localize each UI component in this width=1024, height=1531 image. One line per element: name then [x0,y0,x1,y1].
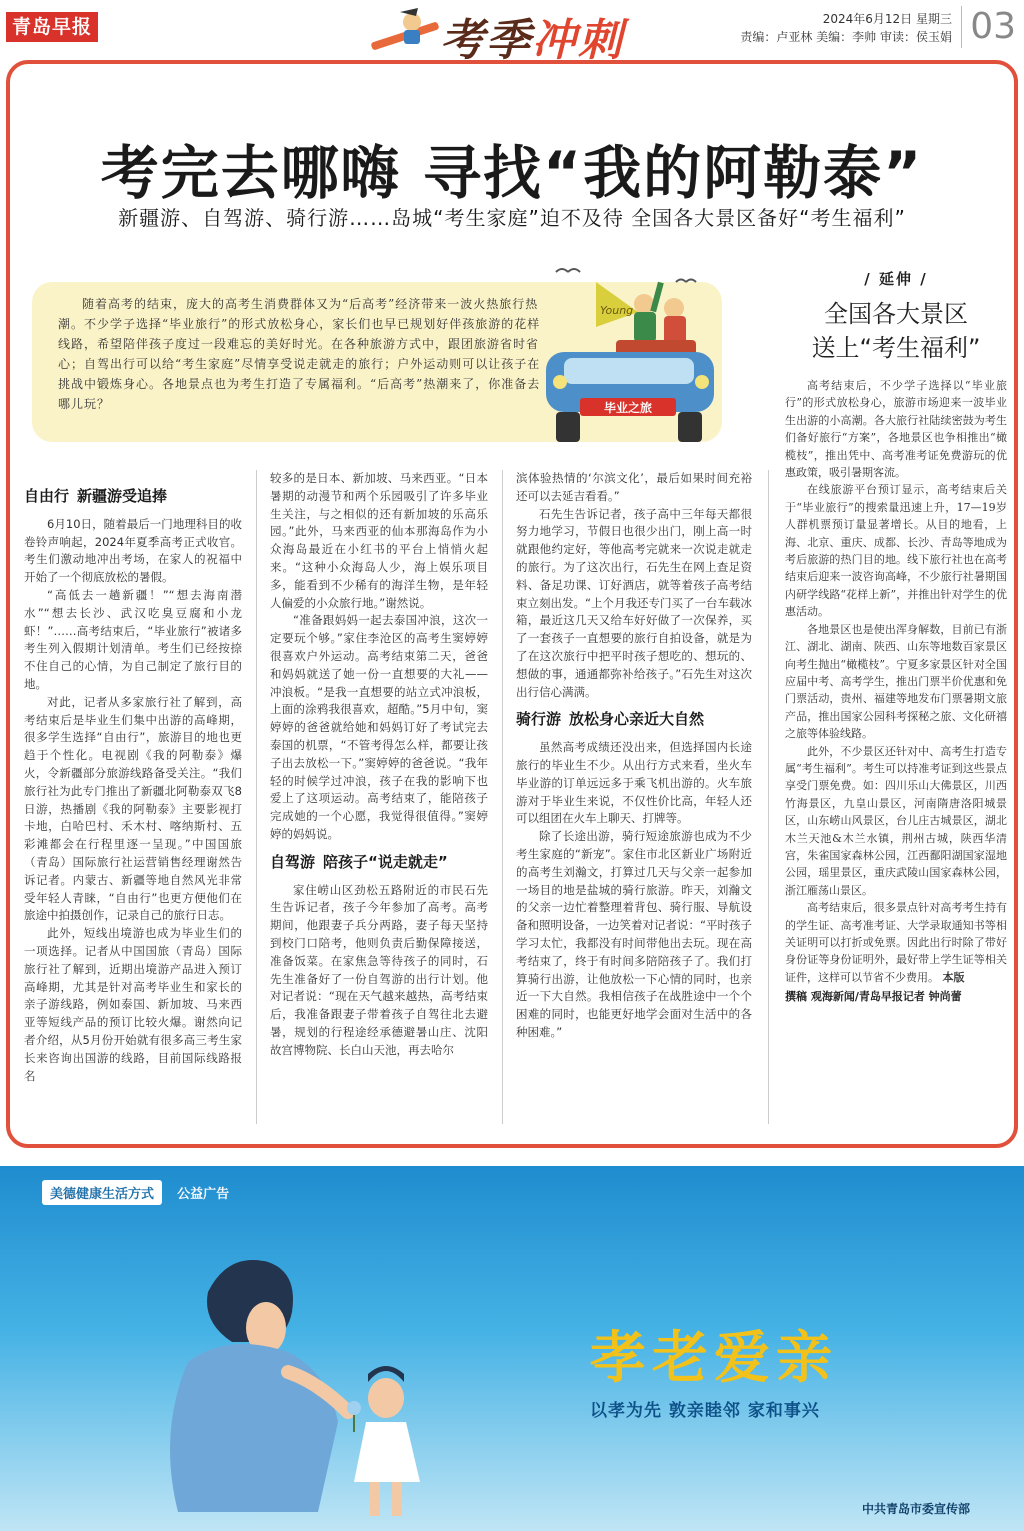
ad-tag-type: 公益广告 [177,1187,230,1202]
body-paragraph: 家住崂山区劲松五路附近的市民石先生告诉记者，孩子今年参加了高考。高考期间，他跟妻子兵分两路，妻子每天坚持到校门口陪考，他则负责后勤保障接送，准备饭菜。在家焦急等待孩子的同时，石先生准备好了一份自驾游的出行计划。他对记者说：“现在天气越来越热，高考结束后，我准备跟妻子带着孩子自驾往北去避暑，规划的行程途经承德避暑山庄、沈阳故宫博物院、长白山天池，再去哈尔 [270,882,488,1057]
ad-title: 孝老爱亲 [590,1326,838,1391]
headline: 考完去哪嗨 寻找“我的阿勒泰” [100,139,924,207]
sidebar-paragraph: 各地景区也是使出浑身解数，目前已有浙江、湖北、湖南、陕西、山东等地数百家景区向考生抛出“橄榄枝”。宁夏多家景区针对全国应届中考、高考学生，推出门票半价优惠和免门票活动，贵州、福建等地发布门票暑期文旅产品，推出国家公园科考探秘之旅、文化研禧之旅等体验线路。 [785,622,1007,741]
byline: 撰稿 观海新闻/青岛早报记者 钟尚蕾 [785,990,962,1004]
sidebar-paragraph: 高考结束后，不少学子选择以“毕业旅行”的形式放松身心，旅游市场迎来一波毕业生出游的小高潮。各大旅行社陆续密鼓为考生们备好旅行“方案”，各地景区也争相推出“橄榄枝”，推出凭中、高考准考证免费游玩的优惠政策，吸引暑期客流。 [785,379,1007,480]
body-paragraph: 较多的是日本、新加坡、马来西亚。“日本暑期的动漫节和两个乐园吸引了许多毕业生关注，与之相似的还有新加坡的乐高乐园。”此外，马来西亚的仙本那海岛作为小众海岛最近在小红书的平台上悄悄火起来。“这种小众海岛人少，海上娱乐项目多，能看到不少稀有的海洋生物，是年轻人偏爱的小众旅行地。”谢然说。 [270,471,488,610]
body-paragraph: 虽然高考成绩还没出来，但选择国内长途旅行的毕业生不少。从出行方式来看，坐火车毕业游的订单远远多于乘飞机出游的。火车旅游对于毕业生来说，不仅性价比高，年轻人还可以组团在火车上聊天、打牌等。 [516,740,752,826]
illustration-flag-text: Young [600,304,634,317]
section-heading-title: 放松身心亲近大自然 [569,710,705,729]
body-paragraph: 6月10日，随着最后一门地理科目的收卷铃声响起，2024年夏季高考正式收官。考生们激动地冲出考场，在家人的祝福中开始了一个彻底放松的暑假。 [24,516,242,585]
body-paragraph: 滨体验热情的‘尔滨文化’，最后如果时间充裕还可以去延吉看看。” [516,471,752,503]
page-number: 03 [961,6,1016,48]
ad-slogan: 以孝为先 敦亲睦邻 家和事兴 [590,1401,820,1421]
article-column-2 [270,470,488,1060]
masthead [0,0,1024,66]
editor-credits: 责编：卢亚林 美编：李帅 审读：侯玉娟 [740,30,952,44]
section-heading-self-drive [270,854,488,872]
byline-lead: 本版 [942,970,965,984]
article-column-3 [516,470,752,1042]
column-divider [256,470,257,1124]
section-title-part1: 考季 [440,15,532,66]
sidebar-tag: / 延伸 / [864,270,928,288]
article-column-1 [24,484,242,1085]
sidebar-paragraph: 在线旅游平台预订显示，高考结束后关于“毕业旅行”的搜索量迅速上升，17—19岁人群机票预订量显著增长。从目的地看，上海、北京、重庆、成都、长沙、青岛等地成为考后旅游的热门目的地。线下旅行社也在高考结束后迎来一波咨询高峰，不少旅行社暑期国内研学线路“花样上新”，并推出针对学生的优惠活动。 [785,483,1007,619]
sidebar-paragraph-text: 高考结束后，很多景点针对高考考生持有的学生证、高考准考证、大学录取通知书等相关证明可以打折或免票。因此出行时除了带好身份证等身份证明外，最好带上学生证等相关证件，这样可以节省不少费用。 [785,901,1007,984]
body-paragraph: “准备跟妈妈一起去泰国冲浪，这次一定要玩个够。”家住李沧区的高考生窦婷婷很喜欢户外运动。高考结束第二天，爸爸和妈妈就送了她一份一直想要的大礼——冲浪板。“是我一直想要的站立式冲浪板，上面的涂鸦我很喜欢，超酷。”5月中旬，窦婷婷的爸爸就给她和妈妈订好了考试完去泰国的机票，“不管考得怎么样，都要让孩子出去放松一下。”窦婷婷的爸爸说。“我年轻的时候学过冲浪，孩子在我的影响下也爱上了这项运动。高考结束了，能陪孩子完成她的一个心愿，我觉得很值得。”窦婷婷的妈妈说。 [270,613,488,841]
sidebar-column [785,268,1007,1006]
ad-sponsor: 中共青岛市委宣传部 [861,1502,970,1516]
car-illustration [526,252,726,462]
sidebar-body [785,377,1007,1006]
public-service-ad [0,1166,1024,1531]
sidebar-title-line2: 送上“考生福利” [811,334,981,362]
section-heading-cycling [516,711,752,729]
section-heading-key: 自驾游 [270,852,316,871]
pencil-kid-icon [360,2,450,54]
body-paragraph: 除了长途出游，骑行短途旅游也成为不少考生家庭的“新宠”。家住市北区新业广场附近的高考生刘瀚文，打算过几天与父亲一起参加一场目的地是盐城的骑行旅游。昨天，刘瀚文的父亲一边忙着整理着背包、骑行服、导航设备和照明设备，一边笑着对记者说：“平时孩子学习太忙，我都没有时间带他出去玩。现在高考结束了，终于有时间多陪陪孩子了。我们打算骑行出游，让他放松一下心情的同时，也亲近一下大自然。我相信孩子在战胜途中一个个困难的同时，也能更好地学会面对生活中的各种困难。” [516,829,752,1039]
column-divider [768,470,769,1124]
section-heading-key: 自由行 [24,487,70,505]
sidebar-title-line1: 全国各大景区 [824,300,968,328]
ad-tags [42,1180,229,1205]
section-title-part2: 冲刺 [532,15,624,66]
section-heading-title: 陪孩子“说走就走” [323,852,448,871]
graduation-trip-illustration [526,252,726,462]
subheadline: 新疆游、自驾游、骑行游……岛城“考生家庭”迫不及待 全国各大景区备好“考生福利” [118,206,906,230]
body-paragraph: “高低去一趟新疆！”“想去海南潜水”“想去长沙、武汉吃臭豆腐和小龙虾！”……高考结束后，“毕业旅行”被诸多考生列入假期计划清单。考生们已经按捺不住自己的心情，为自己制定了旅行目的地。 [24,587,242,691]
ad-tag-campaign: 美德健康生活方式 [42,1180,162,1205]
body-paragraph: 对此，记者从多家旅行社了解到，高考结束后是毕业生们集中出游的高峰期，很多学生选择“自由行”，旅游目的地也更趋于个性化。电视剧《我的阿勒泰》爆火，令新疆部分旅游线路备受关注。“我们旅行社为此专门推出了新疆北阿勒泰双飞8日游，热播剧《我的阿勒泰》主要影视打卡地，白哈巴村、禾木村、喀纳斯村、五彩滩都会在行程里逐一呈现。”中国国旅（青岛）国际旅行社运营销售经理谢然告诉记者。内蒙古、新疆等地自然风光非常受年轻人青睐，“自由行”也更方便他们在旅途中拍摄创作，记录自己的旅行日志。 [24,694,242,923]
section-heading-title: 新疆游受追捧 [77,487,168,505]
issue-date: 2024年6月12日 星期三 [822,12,952,26]
section-heading-free-travel [24,488,242,506]
body-paragraph: 此外，短线出境游也成为毕业生们的一项选择。记者从中国国旅（青岛）国际旅行社了解到，近期出境游产品进入预订高峰期，尤其是针对高考毕业生和家长的亲子游线路，例如泰国、新加坡、马来西亚等短线产品的预订比较火爆。谢然向记者介绍，从5月份开始就有很多高三考生家长来咨询出国游的线路，目前国际线路报名 [24,926,242,1083]
section-title [440,4,624,68]
newspaper-logo: 青岛早报 [6,12,98,42]
body-paragraph: 石先生告诉记者，孩子高中三年每天都很努力地学习，节假日也很少出门，刚上高一时就跟他约定好，等他高考完就来一次说走就走的旅行。为了这次出行，石先生在网上查足资料、备足功课、订好酒店，就等着孩子高考结束立刻出发。“上个月我还专门买了一台车载冰箱，最近这几天又给车好好做了一次保养，买了一套孩子一直想要的旅行自拍设备，就是为了在这次旅行中把平时孩子想吃的、想玩的、想做的事，通通都弥补给孩子。”石先生对这次出行信心满满。 [516,506,752,699]
intro-text: 随着高考的结束，庞大的高考生消费群体又为“后高考”经济带来一波火热旅行热潮。不少学子选择“毕业旅行”的形式放松身心，家长们也早已规划好伴孩旅游的花样线路，希望陪伴孩子度过一段难忘的美好时光。在各种旅游方式中，跟团旅游省时省心；自驾出行可以给“考生家庭”尽情享受说走就走的旅行；户外运动则可以让孩子在挑战中锻炼身心。各地景点也为考生打造了专属福利。“后高考”热潮来了，你准备去哪儿玩？ [58,297,541,411]
section-heading-key: 骑行游 [516,710,562,729]
sidebar-paragraph: 此外，不少景区还针对中、高考生打造专属“考生福利”。考生可以持准考证到这些景点享受门票免费。如：四川乐山大佛景区，川西竹海景区，九皇山景区，河南隋唐洛阳城景区，山东崂山风景区，台儿庄古城景区，湖北木兰天池&木兰水镇，荆州古城，陕西华清宫，朱雀国家森林公园，江西鄱阳湖国家湿地公园，瑶里景区，重庆武陵山国家森林公园，浙江雁荡山景区。 [785,744,1007,897]
illustration-banner-text: 毕业之旅 [603,401,653,415]
mother-child-illustration [148,1232,468,1528]
masthead-meta [740,10,952,46]
sidebar-paragraph [785,899,1007,986]
column-divider [502,470,503,1124]
sidebar-title [785,297,1007,365]
